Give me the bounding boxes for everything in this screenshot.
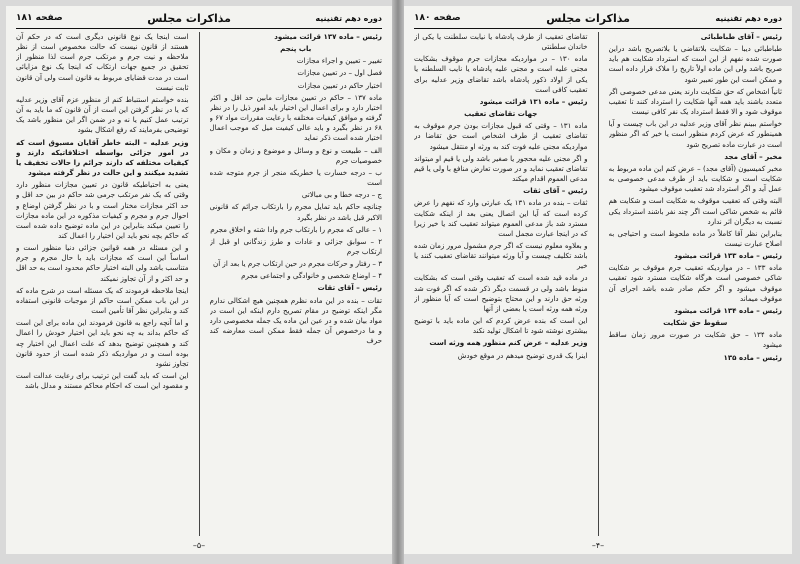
book-gutter xyxy=(392,0,404,564)
body-paragraph: تغییر – تعیین و اجراء مجازات xyxy=(296,56,382,66)
body-paragraph: ۱ – عالی که مجرم را بارتکاب جرم وادا شته و اخلاق مجرم xyxy=(210,224,382,234)
column-divider xyxy=(199,32,200,536)
speaker-paragraph: رئیس – ماده ۱۳۳ قرائت میشود xyxy=(674,251,782,261)
speaker-paragraph: رئیس – ماده ۱۳۱ قرائت میشود xyxy=(479,96,588,106)
body-paragraph: اختیار حاکم در تعیین مجازات xyxy=(297,80,382,90)
running-title: مذاکرات مجلس xyxy=(147,11,231,25)
body-paragraph: مخبر کمیسیون (آقای مجد) – عرض کنم این ماده مربوط به شکایت است و شکایت باید از طرف مدعی خصوصی به عمل آید و اگر استرداد شد تعقیب موقوف میشود xyxy=(608,163,782,194)
body-paragraph: در ماده قید شده است که تعقیب وقتی است که بشکایت منوط باشد ولی در قسمت دیگر ذکر شده که اگر فوت شد ورثه حق دارند و این محتاج بتوضیح است که آیا منظور از ورثه همه ورثه است یا بعضی از آنها xyxy=(414,273,588,313)
speaker-paragraph: مخبر – آقای مجد xyxy=(724,151,782,161)
body-paragraph: و اما آنچه راجع به قانون فرمودند این ماده برای این است که حاکم بداند به چه نحو باید این اختیار خودش را اعمال کند و همچنین توضیح بدهد که علت اعمال این اختیار چه بوده است و در مواردیکه ذکر شده است از حدود قانون تجاوز نشود xyxy=(16,318,189,368)
body-paragraph: ج – درجه خطا و بی مبالاتی xyxy=(301,190,382,200)
right-page-left-column xyxy=(414,32,588,536)
body-paragraph: ب – درجه خسارت یا خطریکه منجر از جرم متوجه شده است xyxy=(209,167,382,188)
body-paragraph: تقاضای تعقیب از طرف پادشاه یا نیابت سلطنت یا یکی از خاندان سلطنتی xyxy=(414,32,588,52)
issue-label: دوره دهم تقنینیه xyxy=(315,13,382,23)
body-paragraph: ثانیاً اشخاص که حق شکایت دارند یعنی مدعی خصوصی اگر متعدد باشند باید همه آنها شکایت را استرداد کنند تا تعقیب موقوف شود و الا فقط استرداد یک نفر کافی نیست xyxy=(608,86,782,117)
right-page-header xyxy=(414,10,782,29)
body-paragraph: فصل اول – در تعیین مجازات xyxy=(297,68,382,78)
right-page xyxy=(404,6,792,554)
body-paragraph: الف – طبیعت و نوع و وسائل و موضوع و زمان و مکان و خصوصیات جرم xyxy=(209,145,382,165)
right-page-footer: –۴– xyxy=(591,541,605,550)
left-page-columns xyxy=(16,32,382,536)
column-divider xyxy=(598,32,599,536)
body-paragraph: ۴ – اوضاع شخصی و خانوادگی و اجتماعی مجرم xyxy=(241,271,382,281)
body-paragraph: البته وقتی که تعقیب موقوف به شکایت است و شکایت هم قائم به شخص شاکی است اگر چند نفر باشند استرداد یکی نسبت به دیگران اثر ندارد xyxy=(608,196,782,226)
section-heading: سقوط حق شکایت xyxy=(663,318,728,328)
left-page-left-column xyxy=(16,32,189,536)
body-paragraph: و اگر مجنی علیه محجور یا صغیر باشد ولی یا قیم او میتواند تقاضای تعقیب نماید و در صورت تعارض منافع با ولی یا قیم مدعی العموم اقدام میکند xyxy=(414,153,588,184)
body-paragraph: ماده ۱۳۱ – وقتی که قبول مجازات بودن جرم موقوف به تقاضای تعقیب از طرف اشخاص است حق تقاضا در مواردیکه مجنی علیه فوت کند به ورثه او منتقل میشود xyxy=(414,121,588,151)
left-page-footer: –۵– xyxy=(192,541,206,550)
body-paragraph: ماده ۱۳۷ – حاکم در تعیین مجازات مابین حد اقل و اکثر اختیار دارد و برای اعمال این اختیار باید امور ذیل را در نظر گرفته و موافق کیفیات مختلفه با رعایت مقررات مواد ۶۷ و ۶۸ در نظر بگیرد و باید عالی کیفیت میل که موجب اعمال اختیار شده است ذکر نماید xyxy=(209,92,382,143)
body-paragraph: ماده ۱۳۰ – در مواردیکه مجازات جرم موقوف بشکایت مجنی علیه است و مجنی علیه پادشاه یا نایب السلطنه یا یکی از اولاد ذکور پادشاه باشد تقاضای وزیر عدلیه برای تعقیب کافی است xyxy=(414,54,588,94)
speaker-paragraph: رئیس – آقای طباطبائی xyxy=(700,32,782,41)
left-page-right-column xyxy=(210,32,383,536)
body-paragraph: و بعلاوه معلوم نیست که اگر جرم مشمول مرور زمان شده باشد تکلیف چیست و آیا ورثه میتوانند تقاضای تعقیب کنند یا خیر xyxy=(414,240,588,271)
body-paragraph: طباطبائی دیبا – شکایت بلاتقاضی یا بلاتصریح باشد دراین صورت شده نفهم از این است که استرداد شکایت هم باید صریح باشد ولی این ماده اولاً تاریخ را ملاک قرار داده است و ممکن است این طور تعبیر شود xyxy=(608,44,782,84)
body-paragraph: یعنی به احتیاطیکه قانون در تعیین مجازات منظور دارد وقتی که یک نفر مرتکب جرمی شد حاکم در بین حد اقل و حد اکثر مجازات مختار است و با در نظر گرفتن اوضاع و احوال جرم و مجرم و کیفیات مذکوره در این ماده مجازات را تعیین میکند بنابراین در این ماده توضیح داده شده است که حاکم بچه نحو باید این اختیار را اعمال کند xyxy=(16,180,189,240)
speaker-paragraph: وزیر عدلیه – عرض کنم منظور همه ورثه است xyxy=(429,338,588,348)
body-paragraph: این است که بنده عرض کردم که این ماده باید با توضیح بیشتری نوشته شود تا اشکال تولید نکند xyxy=(414,316,588,336)
body-paragraph: ۲ – سوابق جزائی و عادات و طرز زندگانی او قبل از ارتکاب جرم xyxy=(209,236,382,256)
body-paragraph: این است که باید گفت این ترتیب برای رعایت عدالت است و مقصود این است که احکام محاکم مستند و مدلل باشد xyxy=(16,371,189,391)
body-paragraph: تقات – بنده در این ماده نظرم همچنین هیچ اشکالی ندارم مگر اینکه توضیح در مقام تصریح دارم اینکه این است در مواد بیان شده و در عین این ماده یک جمله مخصوصی دارد و ما درخصوص آن جمله فقط ممکن است معارضه کند حرف xyxy=(209,295,382,346)
body-paragraph: اینرا یک قدری توضیح میدهم در موقع خودش xyxy=(457,350,588,360)
body-paragraph: چنانچه حاکم باید تمایل مجرم را بارتکاب جرائم که قانونی الاکبر قبل باشد در نظر بگیرد xyxy=(209,202,382,222)
body-paragraph: ثقات – بنده در ماده ۱۳۱ یک عبارتی وارد که نفهم را عرض کرده است که آیا این اتصال یعنی بعد از اینکه شکایت مسترد شد باز مدعی العموم میتواند تعقیب کند یا خیر زیرا که در اینجا عبارت مجمل است xyxy=(414,198,588,238)
page-number-label: صفحه ۱۸۱ xyxy=(16,13,63,23)
page-number-label: صفحه ۱۸۰ xyxy=(414,13,461,23)
right-page-right-column xyxy=(609,32,783,536)
left-page xyxy=(6,6,392,554)
left-page-header xyxy=(16,10,382,29)
section-heading: جهات تقاضای تعقیب xyxy=(464,109,538,119)
speaker-paragraph: رئیس – ماده ۱۳۷ قرائت میشود xyxy=(274,32,382,41)
speaker-paragraph: رئیس – آقای ثقات xyxy=(523,186,588,196)
speaker-paragraph: رئیس – ماده ۱۳۵ xyxy=(723,352,782,362)
body-paragraph: ۳ – رفتار و حرکات مجرم در حین ارتکاب جرم یا بعد از آن xyxy=(212,259,382,269)
section-heading: باب پنجم xyxy=(280,44,312,54)
speaker-paragraph: رئیس – ماده ۱۳۴ قرائت میشود xyxy=(674,305,782,315)
body-paragraph: ماده ۱۳۳ – در مواردیکه تعقیب جرم موقوف بر شکایت شاکی خصوصی است هرگاه شکایت مسترد شود تعقیب موقوف میشود و اگر حکم صادر شده باشد اجرای آن موقوف میماند xyxy=(608,263,782,303)
running-title: مذاکرات مجلس xyxy=(546,11,630,25)
body-paragraph: و این مسئله در همه قوانین جزائی دنیا منظور است و اساساً این است که مجازات باید با حال مجرم و جرم متناسب باشد ولی البته اختیار حاکم محدود است به حد اقل و حد اکثر و از آن تجاوز نمیکند xyxy=(16,243,189,283)
speaker-paragraph: وزیر عدلیه – البته خاطر آقایان مسبوق است که در امور جزائی بواسطه اختلافاتیکه دارند و کیفیات مختلفه که دارند جرائم را حالات تخفیف یا تشدید میکنند و این حالت در نظر گرفته میشود xyxy=(16,137,189,178)
body-paragraph: بنده خواستم استنباط کنم از منظور عزم آقای وزیر عدلیه که یا در نظر گرفتن این است از آن قانون که ما باید به آن ترتیب عمل کنیم یا نه و در ضمن اگر این منظور باشد یک توضیحی بفرمایند که رفع اشکال بشود xyxy=(16,94,189,135)
body-paragraph: ماده ۱۳۴ – حق شکایت در صورت مرور زمان ساقط میشود xyxy=(608,330,782,350)
issue-label: دوره دهم تقنینیه xyxy=(715,13,782,23)
body-paragraph: است اینجا یک نوع قانونی دیگری است که در حکم آن هستند از قانون نیست که حالت مخصوص است از نظر ملاحظه و نیت جرم و مرتکب جرم است لذا منظور از تحقیق در جمیع جهات ارتکاب که اینجا یک نوع مزایائی است در مدت قضایای مربوط به قانون است ولی آن قانون ثابت نیست xyxy=(16,32,189,92)
body-paragraph: خواستم ببینم نظر آقای وزیر عدلیه در این باب چیست و آیا همینطور که عرض کردم منظور است یا خیر که اگر منظور است در عبارت ماده تصریح شود xyxy=(608,119,782,149)
body-paragraph: بنابراین نظر آقا کاملاً در ماده ملحوظ است و احتیاجی به اصلاح عبارت نیست xyxy=(608,228,782,248)
right-page-columns xyxy=(414,32,782,536)
speaker-paragraph: رئیس – آقای تقات xyxy=(317,283,382,293)
body-paragraph: اینجا ملاحظه فرمودند که یک مسئله است در شرح ماده که در این باب ممکن است حاکم از موجبات قانونی استفاده کند و بنابراین نظر آقا تأمین است xyxy=(16,285,189,316)
